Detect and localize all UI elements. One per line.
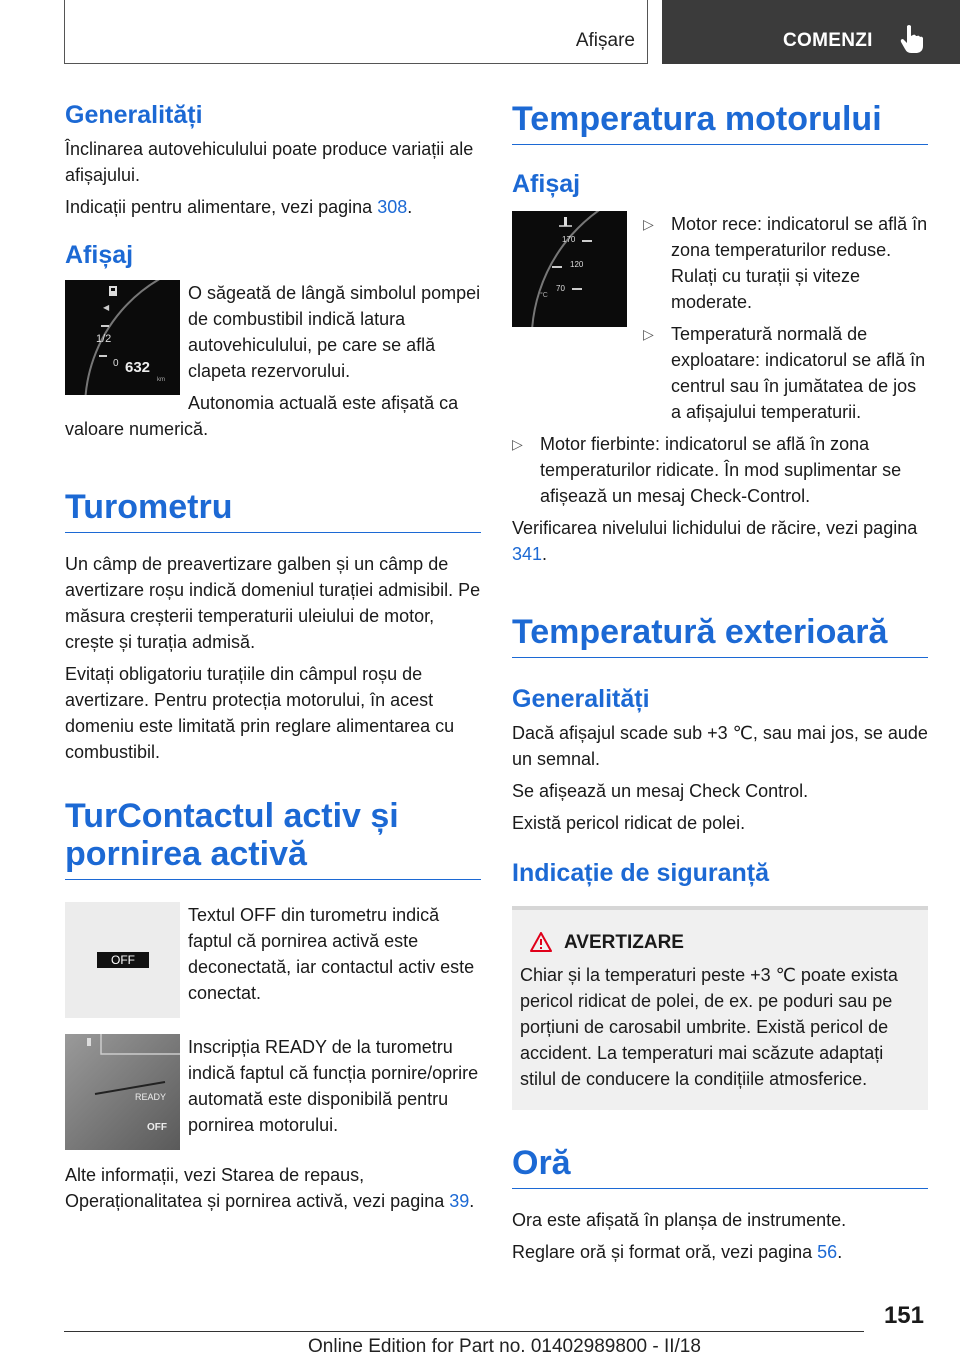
fuel-pump-icon — [109, 286, 117, 296]
heading-temperatura-exterioara: Temperatură exterioară — [512, 613, 928, 658]
header-section-box — [64, 0, 648, 64]
paragraph: Alte informații, vezi Starea de repaus, Operaționalitatea și pornirea activă, vezi pagina 39. — [65, 1165, 475, 1211]
temp-figure-row — [512, 211, 928, 425]
fuel-figure-row — [65, 280, 481, 442]
temperature-gauge-image — [512, 211, 627, 327]
heading-ora: Oră — [512, 1144, 928, 1189]
paragraph: Se afișează un mesaj Check Control. — [512, 781, 809, 801]
heading-afisaj: Afișaj — [65, 241, 134, 269]
paragraph: Ora este afișată în planșa de instrumente. — [512, 1210, 847, 1230]
fuel-half-label: 1/2 — [96, 333, 112, 345]
warning-title: AVERTIZARE — [520, 930, 920, 956]
warning-box — [512, 906, 928, 1110]
heading-temperatura-motorului: Temperatura motorului — [512, 100, 928, 145]
right-column — [512, 100, 928, 1265]
fuel-gauge-image — [65, 280, 180, 395]
triangle-bullet-icon: ▷ — [643, 216, 654, 232]
ready-indicator-image — [65, 1034, 180, 1150]
paragraph: Inscripția READY de la turometru indică faptul că funcția pornire/oprire automată este disponibilă pentru pornirea motorului. — [188, 1037, 479, 1135]
paragraph: Verificarea nivelului lichidului de răcire, vezi pagina 341. — [512, 518, 918, 564]
paragraph: Un câmp de preavertizare galben și un câmp de avertizare roșu indică domeniul turației admisibil. Pe măsura creșterii temperaturii uleiului de motor, crește și turația admisă. — [65, 554, 481, 652]
footer-edition: Online Edition for Part no. 01402989800 - II/18 — [308, 1336, 701, 1357]
triangle-bullet-icon: ▷ — [512, 436, 523, 452]
triangle-bullet-icon: ▷ — [643, 326, 654, 342]
footer-divider — [64, 1331, 864, 1332]
ready-text: READY — [135, 1092, 167, 1102]
list-item: ▷ Motor rece: indicatorul se află în zona temperaturilor reduse. Rulați cu turații și viteze moderate. — [643, 211, 928, 315]
paragraph: Înclinarea autovehiculului poate produce variații ale afișajului. — [65, 139, 474, 185]
ready-off-text: OFF — [147, 1122, 167, 1133]
header-chapter-tab[interactable] — [662, 0, 960, 64]
header-section-title: Afișare — [575, 30, 635, 51]
page-number: 151 — [883, 1302, 924, 1329]
paragraph: Textul OFF din turometru indică faptul că pornirea activă este deconectată, iar contactul activ este conectat. — [188, 905, 475, 1003]
temp-unit-label: °C — [540, 292, 548, 299]
warning-triangle-icon — [530, 932, 552, 952]
list-item: ▷ Motor fierbinte: indicatorul se află în zona temperaturilor ridicate. În mod suplimentar se afișează un mesaj Check-Control. — [512, 431, 928, 509]
paragraph: O săgeată de lângă simbolul pompei de combustibil indică latura autovehiculului, pe care se află clapeta rezervorului. — [188, 283, 481, 381]
heading-generalitati: Generalități — [65, 101, 203, 129]
ready-figure-row — [65, 1034, 481, 1150]
temp-tick-170: 170 — [562, 235, 576, 244]
heading-contact-activ: TurContactul activ și pornirea activă — [65, 797, 481, 880]
page-link[interactable]: 39 — [449, 1191, 470, 1211]
temp-tick-120: 120 — [570, 260, 584, 269]
fuel-range-unit: km — [157, 377, 165, 383]
heading-generalitati-exterior: Generalități — [512, 685, 650, 713]
left-column — [65, 100, 481, 1214]
page-link[interactable]: 308 — [377, 197, 408, 217]
fuel-range-value: 632 — [125, 359, 151, 376]
hand-pointer-icon — [898, 24, 924, 54]
paragraph: Există pericol ridicat de polei. — [512, 813, 746, 833]
off-figure-row — [65, 902, 481, 1018]
off-badge-text: OFF — [111, 953, 135, 967]
paragraph: Evitați obligatoriu turațiile din câmpul roșu de avertizare. Pentru protecția motorului, în acest domeniu este limitată prin reglare alimentarea cu combustibil. — [65, 664, 455, 762]
paragraph: Reglare oră și format oră, vezi pagina 56. — [512, 1242, 843, 1262]
paragraph: Autonomia actuală este afișată ca valoare numerică. — [65, 393, 459, 439]
temp-tick-70: 70 — [556, 284, 565, 293]
list-item: ▷ Temperatură normală de exploatare: indicatorul se află în centrul sau în jumătatea de jos a afișajului temperaturii. — [643, 321, 928, 425]
page-link[interactable]: 56 — [817, 1242, 838, 1262]
warning-text: Chiar și la temperaturi peste +3 ℃ poate exista pericol ridicat de polei, de ex. pe poduri sau pe porțiuni de carosabil umbrite. Există pericol de accident. La temperaturi mai scăzute adaptați stilul de conducere la condițiile atmosferice. — [520, 965, 898, 1089]
fuel-arrow-icon: ◀ — [103, 303, 110, 312]
page-link[interactable]: 341 — [512, 544, 543, 564]
paragraph: Dacă afișajul scade sub +3 ℃, sau mai jos, se aude un semnal. — [512, 723, 928, 769]
header-chapter-title: COMENZI — [783, 30, 873, 51]
fuel-zero-label: 0 — [113, 358, 119, 369]
paragraph: Indicații pentru alimentare, vezi pagina 308. — [65, 197, 413, 217]
heading-indicatie-siguranta: Indicație de siguranță — [512, 859, 770, 887]
heading-turometru: Turometru — [65, 488, 481, 533]
heading-afisaj-temperatura: Afișaj — [512, 170, 581, 198]
off-indicator-image — [65, 902, 180, 1018]
